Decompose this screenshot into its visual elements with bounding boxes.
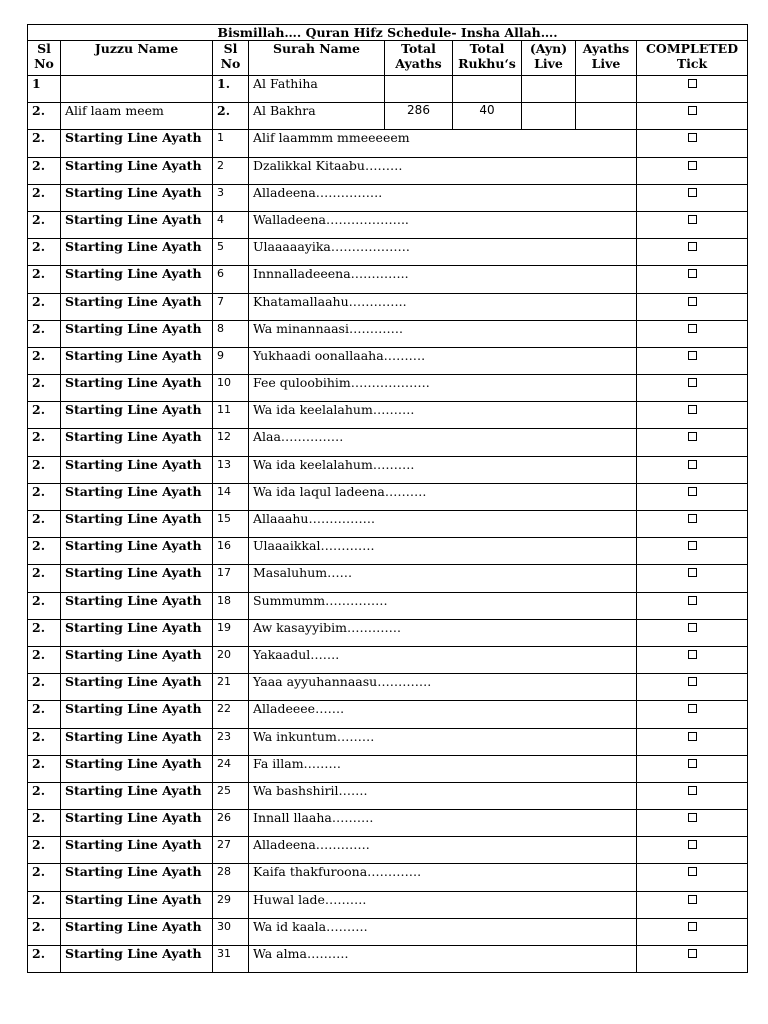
header-total-rukhus: Total Rukhu‘s: [453, 41, 522, 76]
completed-checkbox[interactable]: [688, 949, 697, 958]
row-sl-no: 2.: [28, 565, 61, 592]
completed-checkbox[interactable]: [688, 922, 697, 931]
completed-tick-cell[interactable]: [637, 891, 748, 918]
starting-line-label: Starting Line Ayath: [61, 728, 213, 755]
ayath-start-text: Summumm……………: [249, 592, 637, 619]
surah-row: [28, 76, 748, 103]
ayath-line-row: [28, 320, 748, 347]
completed-tick-cell[interactable]: [637, 293, 748, 320]
completed-tick-cell[interactable]: [637, 456, 748, 483]
starting-line-label: Starting Line Ayath: [61, 429, 213, 456]
completed-checkbox[interactable]: [688, 405, 697, 414]
ayath-line-row: [28, 184, 748, 211]
starting-line-label: Starting Line Ayath: [61, 157, 213, 184]
juzzu-name: Alif laam meem: [61, 103, 213, 130]
completed-checkbox[interactable]: [688, 840, 697, 849]
starting-line-label: Starting Line Ayath: [61, 891, 213, 918]
row-sl-no: 2.: [28, 538, 61, 565]
ayath-start-text: Wa ida laqul ladeena……….: [249, 483, 637, 510]
completed-checkbox[interactable]: [688, 813, 697, 822]
completed-tick-cell[interactable]: [637, 701, 748, 728]
completed-tick-cell[interactable]: [637, 565, 748, 592]
completed-checkbox[interactable]: [688, 297, 697, 306]
completed-checkbox[interactable]: [688, 650, 697, 659]
ayn-live: [522, 76, 576, 103]
starting-line-label: Starting Line Ayath: [61, 592, 213, 619]
starting-line-label: Starting Line Ayath: [61, 266, 213, 293]
completed-tick-cell[interactable]: [637, 837, 748, 864]
completed-checkbox[interactable]: [688, 106, 697, 115]
starting-line-label: Starting Line Ayath: [61, 511, 213, 538]
row-sl-no: 2.: [28, 592, 61, 619]
starting-line-label: Starting Line Ayath: [61, 211, 213, 238]
row-sl-no: 2.: [28, 946, 61, 973]
hifz-schedule-table: [27, 24, 748, 973]
starting-line-label: Starting Line Ayath: [61, 320, 213, 347]
completed-tick-cell[interactable]: [637, 674, 748, 701]
ayath-line-row: [28, 157, 748, 184]
row-sl-no: 2.: [28, 891, 61, 918]
ayath-line-row: [28, 239, 748, 266]
ayath-start-text: Aw kasayyibim………….: [249, 619, 637, 646]
ayath-line-row: [28, 646, 748, 673]
completed-tick-cell[interactable]: [637, 239, 748, 266]
completed-tick-cell[interactable]: [637, 375, 748, 402]
starting-line-label: Starting Line Ayath: [61, 538, 213, 565]
completed-checkbox[interactable]: [688, 568, 697, 577]
ayath-start-text: Innall llaaha……….: [249, 810, 637, 837]
line-number: 21: [213, 674, 249, 701]
row-sl-no: 2.: [28, 266, 61, 293]
completed-tick-cell[interactable]: [637, 810, 748, 837]
row-sl-no: 2.: [28, 157, 61, 184]
ayath-start-text: Wa alma……….: [249, 946, 637, 973]
line-number: 4: [213, 211, 249, 238]
row-sl-no: 2.: [28, 320, 61, 347]
row-sl-no: 2.: [28, 701, 61, 728]
starting-line-label: Starting Line Ayath: [61, 619, 213, 646]
completed-tick-cell[interactable]: [637, 483, 748, 510]
completed-checkbox[interactable]: [688, 704, 697, 713]
starting-line-label: Starting Line Ayath: [61, 837, 213, 864]
ayath-line-row: [28, 674, 748, 701]
ayath-start-text: Alaa……………: [249, 429, 637, 456]
starting-line-label: Starting Line Ayath: [61, 184, 213, 211]
ayath-start-text: Wa minannaasi………….: [249, 320, 637, 347]
starting-line-label: Starting Line Ayath: [61, 456, 213, 483]
line-number: 8: [213, 320, 249, 347]
schedule-title: Bismillah…. Quran Hifz Schedule- Insha Allah….: [28, 25, 748, 41]
line-number: 9: [213, 347, 249, 374]
completed-tick-cell[interactable]: [637, 347, 748, 374]
completed-tick-cell[interactable]: [637, 266, 748, 293]
completed-tick-cell[interactable]: [637, 211, 748, 238]
header-total-ayaths: Total Ayaths: [385, 41, 453, 76]
row-sl-no: 1: [28, 76, 61, 103]
row-sl-no: 2.: [28, 347, 61, 374]
ayath-line-row: [28, 918, 748, 945]
completed-tick-cell[interactable]: [637, 511, 748, 538]
completed-tick-cell[interactable]: [637, 728, 748, 755]
completed-checkbox[interactable]: [688, 215, 697, 224]
total-rukhus: [453, 76, 522, 103]
ayath-start-text: Alladeena…………….: [249, 184, 637, 211]
ayath-line-row: [28, 837, 748, 864]
row-sl-no: 2.: [28, 375, 61, 402]
completed-checkbox[interactable]: [688, 269, 697, 278]
completed-checkbox[interactable]: [688, 732, 697, 741]
row-sl-no: 2.: [28, 674, 61, 701]
line-number: 15: [213, 511, 249, 538]
completed-checkbox[interactable]: [688, 79, 697, 88]
starting-line-label: Starting Line Ayath: [61, 810, 213, 837]
starting-line-label: Starting Line Ayath: [61, 565, 213, 592]
ayath-start-text: Wa id kaala……….: [249, 918, 637, 945]
ayath-start-text: Huwal lade……….: [249, 891, 637, 918]
header-sl-no-2: Sl No: [213, 41, 249, 76]
row-sl-no: 2.: [28, 810, 61, 837]
completed-checkbox[interactable]: [688, 759, 697, 768]
line-number: 29: [213, 891, 249, 918]
completed-checkbox[interactable]: [688, 677, 697, 686]
ayath-line-row: [28, 946, 748, 973]
completed-checkbox[interactable]: [688, 351, 697, 360]
completed-tick-cell[interactable]: [637, 402, 748, 429]
ayath-line-row: [28, 619, 748, 646]
completed-checkbox[interactable]: [688, 161, 697, 170]
starting-line-label: Starting Line Ayath: [61, 239, 213, 266]
completed-checkbox[interactable]: [688, 460, 697, 469]
row-sl-no: 2.: [28, 511, 61, 538]
starting-line-label: Starting Line Ayath: [61, 918, 213, 945]
ayath-line-row: [28, 810, 748, 837]
completed-tick-cell[interactable]: [637, 538, 748, 565]
line-number: 6: [213, 266, 249, 293]
line-number: 20: [213, 646, 249, 673]
line-number: 26: [213, 810, 249, 837]
ayath-start-text: Alladeena………….: [249, 837, 637, 864]
header-ayn-live: (Ayn) Live: [522, 41, 576, 76]
ayaths-live: [576, 76, 637, 103]
header-surah-name: Surah Name: [249, 41, 385, 76]
row-sl-no: 2.: [28, 619, 61, 646]
row-sl-no: 2.: [28, 456, 61, 483]
ayath-line-row: [28, 483, 748, 510]
line-number: 17: [213, 565, 249, 592]
ayath-start-text: Fee quloobihim……………….: [249, 375, 637, 402]
ayath-start-text: Wa bashshiril…….: [249, 782, 637, 809]
completed-checkbox[interactable]: [688, 188, 697, 197]
row-sl-no: 2.: [28, 864, 61, 891]
ayath-start-text: Ulaaaikkal………….: [249, 538, 637, 565]
ayath-line-row: [28, 375, 748, 402]
completed-checkbox[interactable]: [688, 623, 697, 632]
ayath-start-text: Alladeeee…….: [249, 701, 637, 728]
line-number: 27: [213, 837, 249, 864]
starting-line-label: Starting Line Ayath: [61, 646, 213, 673]
ayath-line-row: [28, 864, 748, 891]
row-sl-no: 2.: [28, 184, 61, 211]
starting-line-label: Starting Line Ayath: [61, 402, 213, 429]
surah-name: Al Bakhra: [249, 103, 385, 130]
completed-checkbox[interactable]: [688, 133, 697, 142]
row-sl-no: 2.: [28, 728, 61, 755]
completed-tick-cell[interactable]: [637, 103, 748, 130]
ayaths-live: [576, 103, 637, 130]
line-number: 18: [213, 592, 249, 619]
ayath-line-row: [28, 130, 748, 157]
line-number: 12: [213, 429, 249, 456]
ayath-line-row: [28, 755, 748, 782]
ayath-line-row: [28, 211, 748, 238]
line-number: 31: [213, 946, 249, 973]
starting-line-label: Starting Line Ayath: [61, 946, 213, 973]
completed-tick-cell[interactable]: [637, 782, 748, 809]
ayath-start-text: Walladeena………………..: [249, 211, 637, 238]
ayath-line-row: [28, 347, 748, 374]
ayath-start-text: Yukhaadi oonallaaha……….: [249, 347, 637, 374]
row-sl-no: 2.: [28, 837, 61, 864]
ayath-line-row: [28, 511, 748, 538]
line-number: 25: [213, 782, 249, 809]
completed-tick-cell[interactable]: [637, 130, 748, 157]
juzzu-name: [61, 76, 213, 103]
line-number: 2: [213, 157, 249, 184]
ayath-line-row: [28, 891, 748, 918]
completed-checkbox[interactable]: [688, 786, 697, 795]
completed-tick-cell[interactable]: [637, 918, 748, 945]
starting-line-label: Starting Line Ayath: [61, 483, 213, 510]
row-sl-no: 2.: [28, 646, 61, 673]
completed-checkbox[interactable]: [688, 242, 697, 251]
ayath-line-row: [28, 782, 748, 809]
line-number: 23: [213, 728, 249, 755]
header-ayaths-live: Ayaths Live: [576, 41, 637, 76]
ayath-start-text: Alif laammm mmeeeeem: [249, 130, 637, 157]
ayath-start-text: Yakaadul…….: [249, 646, 637, 673]
total-ayaths: 286: [385, 103, 453, 130]
starting-line-label: Starting Line Ayath: [61, 375, 213, 402]
ayath-line-row: [28, 565, 748, 592]
row-sl-no: 2.: [28, 402, 61, 429]
completed-tick-cell[interactable]: [637, 946, 748, 973]
surah-name: Al Fathiha: [249, 76, 385, 103]
completed-tick-cell[interactable]: [637, 864, 748, 891]
row-sl-no-2: 1.: [213, 76, 249, 103]
ayath-line-row: [28, 728, 748, 755]
ayath-line-row: [28, 456, 748, 483]
starting-line-label: Starting Line Ayath: [61, 864, 213, 891]
ayath-start-text: Wa ida keelalahum……….: [249, 456, 637, 483]
line-number: 19: [213, 619, 249, 646]
line-number: 1: [213, 130, 249, 157]
row-sl-no-2: 2.: [213, 103, 249, 130]
starting-line-label: Starting Line Ayath: [61, 347, 213, 374]
row-sl-no: 2.: [28, 782, 61, 809]
row-sl-no: 2.: [28, 239, 61, 266]
line-number: 7: [213, 293, 249, 320]
completed-checkbox[interactable]: [688, 378, 697, 387]
completed-tick-cell[interactable]: [637, 755, 748, 782]
line-number: 28: [213, 864, 249, 891]
row-sl-no: 2.: [28, 293, 61, 320]
line-number: 10: [213, 375, 249, 402]
row-sl-no: 2.: [28, 429, 61, 456]
ayath-start-text: Yaaa ayyuhannaasu………….: [249, 674, 637, 701]
ayath-line-row: [28, 266, 748, 293]
header-completed-tick: COMPLETED Tick: [637, 41, 748, 76]
ayath-line-row: [28, 538, 748, 565]
header-row: [28, 41, 748, 76]
ayath-start-text: Allaaahu…………….: [249, 511, 637, 538]
row-sl-no: 2.: [28, 483, 61, 510]
ayath-start-text: Kaifa thakfuroona………….: [249, 864, 637, 891]
completed-tick-cell[interactable]: [637, 320, 748, 347]
completed-checkbox[interactable]: [688, 596, 697, 605]
line-number: 16: [213, 538, 249, 565]
row-sl-no: 2.: [28, 211, 61, 238]
ayath-start-text: Ulaaaaayika……………….: [249, 239, 637, 266]
completed-checkbox[interactable]: [688, 541, 697, 550]
row-sl-no: 2.: [28, 130, 61, 157]
completed-tick-cell[interactable]: [637, 429, 748, 456]
ayath-line-row: [28, 592, 748, 619]
completed-checkbox[interactable]: [688, 324, 697, 333]
ayath-line-row: [28, 293, 748, 320]
title-row: [28, 25, 748, 41]
starting-line-label: Starting Line Ayath: [61, 130, 213, 157]
line-number: 11: [213, 402, 249, 429]
surah-row: [28, 103, 748, 130]
row-sl-no: 2.: [28, 755, 61, 782]
starting-line-label: Starting Line Ayath: [61, 701, 213, 728]
ayath-start-text: Wa ida keelalahum……….: [249, 402, 637, 429]
completed-tick-cell[interactable]: [637, 619, 748, 646]
completed-tick-cell[interactable]: [637, 592, 748, 619]
ayath-start-text: Masaluhum……: [249, 565, 637, 592]
completed-tick-cell[interactable]: [637, 646, 748, 673]
row-sl-no: 2.: [28, 103, 61, 130]
starting-line-label: Starting Line Ayath: [61, 782, 213, 809]
line-number: 3: [213, 184, 249, 211]
line-number: 13: [213, 456, 249, 483]
total-ayaths: [385, 76, 453, 103]
ayath-start-text: Innnalladeeena…………..: [249, 266, 637, 293]
line-number: 14: [213, 483, 249, 510]
line-number: 22: [213, 701, 249, 728]
ayath-line-row: [28, 402, 748, 429]
header-juzzu-name: Juzzu Name: [61, 41, 213, 76]
completed-checkbox[interactable]: [688, 487, 697, 496]
line-number: 24: [213, 755, 249, 782]
ayath-start-text: Wa inkuntum………: [249, 728, 637, 755]
total-rukhus: 40: [453, 103, 522, 130]
ayath-start-text: Khatamallaahu…………..: [249, 293, 637, 320]
completed-checkbox[interactable]: [688, 895, 697, 904]
row-sl-no: 2.: [28, 918, 61, 945]
starting-line-label: Starting Line Ayath: [61, 755, 213, 782]
ayath-start-text: Dzalikkal Kitaabu………: [249, 157, 637, 184]
completed-checkbox[interactable]: [688, 514, 697, 523]
completed-checkbox[interactable]: [688, 867, 697, 876]
ayath-start-text: Fa illam………: [249, 755, 637, 782]
line-number: 30: [213, 918, 249, 945]
starting-line-label: Starting Line Ayath: [61, 293, 213, 320]
ayath-line-row: [28, 429, 748, 456]
completed-checkbox[interactable]: [688, 432, 697, 441]
line-number: 5: [213, 239, 249, 266]
ayath-line-row: [28, 701, 748, 728]
header-sl-no: Sl No: [28, 41, 61, 76]
completed-tick-cell[interactable]: [637, 76, 748, 103]
ayn-live: [522, 103, 576, 130]
completed-tick-cell[interactable]: [637, 157, 748, 184]
completed-tick-cell[interactable]: [637, 184, 748, 211]
starting-line-label: Starting Line Ayath: [61, 674, 213, 701]
